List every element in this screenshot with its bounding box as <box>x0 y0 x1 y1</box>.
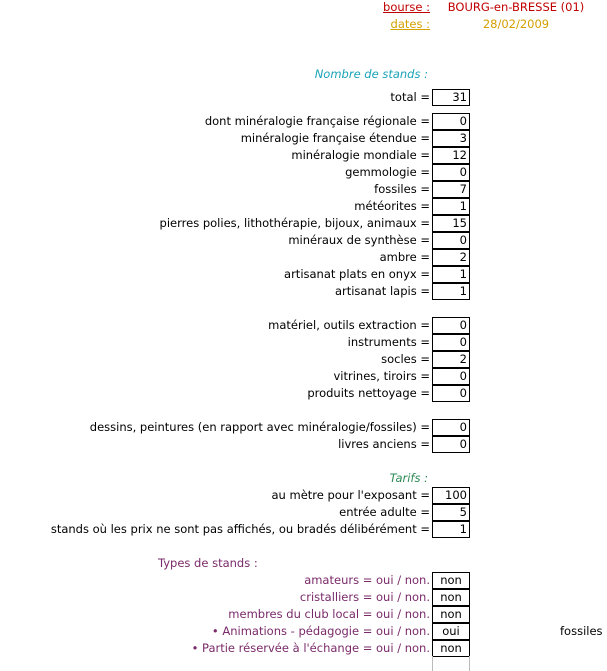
stand-category-count[interactable]: 1 <box>432 266 470 283</box>
stand-type-label: cristalliers = oui / non. <box>299 590 430 604</box>
stand-category-label: minéralogie française étendue = <box>240 131 430 145</box>
stand-category-label: artisanat lapis = <box>334 284 430 298</box>
stand-type-label: • Partie réservée à l'échange = oui / non. <box>191 641 430 655</box>
tarif-value[interactable]: 1 <box>432 521 470 538</box>
stand-category-label: dessins, peintures (en rapport avec minéralogie/fossiles) = <box>89 420 430 434</box>
grid-line <box>432 656 433 671</box>
tarif-value[interactable]: 5 <box>432 504 470 521</box>
stand-category-label: gemmologie = <box>345 165 430 179</box>
stand-category-label: socles = <box>381 352 430 366</box>
stand-category-label: artisanat plats en onyx = <box>284 267 430 281</box>
stand-type-answer[interactable]: non <box>432 589 470 606</box>
stand-category-count[interactable]: 0 <box>432 113 470 130</box>
types-section-title: Types de stands : <box>158 556 258 570</box>
stand-category-label: fossiles = <box>374 182 430 196</box>
stand-category-count[interactable]: 0 <box>432 436 470 453</box>
stand-category-count[interactable]: 0 <box>432 317 470 334</box>
stand-type-answer[interactable]: oui <box>432 623 470 640</box>
dates-label: dates : <box>390 17 430 31</box>
stand-category-label: matériel, outils extraction = <box>268 318 430 332</box>
dates-value: 28/02/2009 <box>482 17 550 31</box>
stand-type-label: • Animations - pédagogie = oui / non. <box>211 624 430 638</box>
stands-section-title: Nombre de stands : <box>314 67 428 81</box>
tarifs-section-title: Tarifs : <box>389 471 428 485</box>
stand-category-count[interactable]: 15 <box>432 215 470 232</box>
stand-category-count[interactable]: 0 <box>432 164 470 181</box>
stand-category-count[interactable]: 1 <box>432 283 470 300</box>
stand-type-label: membres du club local = oui / non. <box>228 607 430 621</box>
stand-type-label: amateurs = oui / non. <box>304 573 430 587</box>
stand-category-count[interactable]: 2 <box>432 249 470 266</box>
stand-category-count[interactable]: 3 <box>432 130 470 147</box>
stand-category-label: minéraux de synthèse = <box>288 233 430 247</box>
bourse-label: bourse : <box>383 0 430 14</box>
stand-category-count[interactable]: 2 <box>432 351 470 368</box>
bourse-value: BOURG-en-BRESSE (01) <box>447 0 585 14</box>
stand-category-label: ambre = <box>379 250 430 264</box>
stand-type-answer[interactable]: non <box>432 572 470 589</box>
tarif-label: entrée adulte = <box>339 505 430 519</box>
stand-category-count[interactable]: 12 <box>432 147 470 164</box>
stand-category-label: instruments = <box>347 335 430 349</box>
stand-category-label: dont minéralogie française régionale = <box>204 114 430 128</box>
stand-category-label: pierres polies, lithothérapie, bijoux, animaux = <box>159 216 430 230</box>
stand-category-count[interactable]: 1 <box>432 198 470 215</box>
tarif-label: au mètre pour l'exposant = <box>271 488 430 502</box>
stand-category-count[interactable]: 0 <box>432 385 470 402</box>
tarif-label: stands où les prix ne sont pas affichés, ou bradés délibérément = <box>50 522 430 536</box>
stand-type-answer[interactable]: non <box>432 606 470 623</box>
stand-category-count[interactable]: 0 <box>432 232 470 249</box>
stand-category-count[interactable]: 0 <box>432 334 470 351</box>
row-note: fossiles <box>560 624 603 638</box>
stand-category-label: livres anciens = <box>338 437 430 451</box>
stand-category-count[interactable]: 0 <box>432 419 470 436</box>
tarif-value[interactable]: 100 <box>432 487 470 504</box>
stand-category-count[interactable]: 0 <box>432 368 470 385</box>
grid-line <box>469 656 470 671</box>
total-value[interactable]: 31 <box>432 89 470 106</box>
stand-category-label: minéralogie mondiale = <box>291 148 430 162</box>
stand-type-answer[interactable]: non <box>432 640 470 657</box>
stand-category-label: météorites = <box>354 199 430 213</box>
stand-category-label: produits nettoyage = <box>307 386 430 400</box>
stand-category-label: vitrines, tiroirs = <box>333 369 430 383</box>
total-label: total = <box>390 90 430 104</box>
stand-category-count[interactable]: 7 <box>432 181 470 198</box>
